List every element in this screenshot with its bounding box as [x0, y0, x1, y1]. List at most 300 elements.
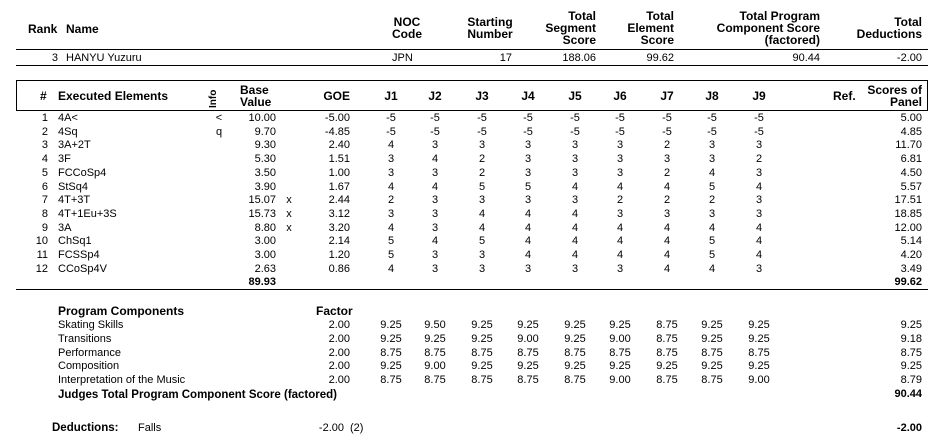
element-judge-score-j9: 3	[755, 166, 763, 179]
component-judge-score-j4: 9.25	[517, 319, 539, 331]
component-row	[0, 319, 940, 332]
table-row	[0, 263, 940, 276]
element-judge-score-j7: -5	[662, 112, 672, 124]
element-judge-score-j7: 4	[663, 180, 671, 193]
element-judge-score-j9: -5	[754, 125, 764, 138]
element-judge-score-j3: 4	[478, 207, 486, 220]
element-base-value: 3.50	[254, 166, 276, 179]
component-judge-score-j4: 9.25	[517, 360, 539, 373]
element-judge-score-j6: -5	[615, 125, 625, 138]
program-components-title: Program Components	[58, 304, 185, 318]
element-code: 4A<	[58, 112, 78, 124]
element-judge-score-j8: 2	[708, 194, 716, 207]
element-judge-score-j2: -5	[430, 125, 440, 138]
element-number: 5	[41, 166, 48, 179]
element-bonus-marker: x	[286, 194, 292, 207]
element-judge-score-j7: -5	[662, 125, 672, 138]
element-judge-score-j5: 4	[571, 221, 579, 234]
component-judge-score-j3: 8.75	[471, 374, 493, 387]
element-bonus-marker: x	[286, 221, 292, 234]
component-judge-score-j1: 9.25	[380, 360, 402, 373]
element-judge-score-j1: 4	[387, 221, 395, 234]
element-judge-score-j6: -5	[615, 112, 625, 124]
element-base-value: 2.63	[254, 262, 276, 275]
element-number: 3	[41, 139, 48, 152]
element-judge-score-j3: 4	[478, 221, 486, 234]
element-base-value: 8.80	[254, 221, 276, 234]
element-judge-score-j5: 3	[571, 153, 579, 166]
total-deductions-value: -2.00	[896, 52, 922, 64]
element-judge-score-j4: -5	[523, 125, 533, 138]
element-judge-score-j6: 2	[616, 194, 624, 207]
component-judge-score-j7: 8.75	[656, 319, 678, 331]
element-judge-score-j1: 4	[387, 262, 395, 275]
component-judge-score-j2: 9.00	[424, 360, 446, 373]
element-judge-score-j2: 4	[431, 153, 439, 166]
element-judge-score-j3: 2	[478, 153, 486, 166]
table-row	[0, 249, 940, 262]
table-row	[0, 235, 940, 248]
ref-header: Ref.	[833, 89, 856, 103]
element-code: FCCoSp4	[58, 166, 107, 179]
component-factor: 2.00	[328, 332, 350, 345]
element-judge-score-j4: 4	[524, 207, 532, 220]
element-base-value: 3.00	[254, 235, 276, 248]
element-judge-score-j7: 4	[663, 262, 671, 275]
total-elements-score: 99.62	[894, 276, 922, 288]
element-code: 3A	[58, 221, 72, 234]
judge-header-4: J4	[521, 89, 535, 103]
element-goe: 3.20	[328, 221, 350, 234]
component-judge-score-j6: 9.00	[609, 374, 631, 387]
element-panel-score: 5.57	[900, 180, 922, 193]
element-goe: 2.14	[328, 235, 350, 248]
element-judge-score-j3: 5	[478, 180, 486, 193]
judge-header-7: J7	[660, 89, 674, 103]
element-judge-score-j7: 4	[663, 221, 671, 234]
element-judge-score-j9: -5	[754, 112, 764, 124]
element-judge-score-j4: 5	[524, 180, 532, 193]
deduction-type: Falls	[138, 422, 162, 434]
element-number: 11	[36, 249, 48, 261]
element-judge-score-j4: 3	[524, 153, 532, 166]
element-judge-score-j8: 4	[708, 221, 716, 234]
component-judge-score-j9: 9.25	[748, 360, 770, 373]
element-judge-score-j3: 5	[478, 235, 486, 248]
component-name: Performance	[58, 346, 121, 359]
element-judge-score-j8: 4	[708, 166, 716, 179]
judge-header-3: J3	[475, 89, 489, 103]
element-judge-score-j9: 4	[755, 180, 763, 193]
deduction-count: (2)	[350, 422, 364, 434]
element-code: 3A+2T	[58, 139, 91, 152]
element-panel-score: 5.14	[900, 235, 922, 248]
element-number: 6	[41, 180, 48, 193]
element-judge-score-j6: 3	[616, 207, 624, 220]
element-judge-score-j1: 3	[387, 207, 395, 220]
judge-header-2: J2	[428, 89, 442, 103]
skater-name: HANYU Yuzuru	[66, 52, 142, 64]
element-base-value: 5.30	[254, 153, 276, 166]
element-number: 10	[35, 235, 48, 248]
element-judge-score-j4: 4	[524, 235, 532, 248]
component-judge-score-j1: 9.25	[380, 319, 402, 331]
component-judge-score-j7: 8.75	[656, 374, 678, 387]
table-row	[0, 194, 940, 207]
table-row	[0, 153, 940, 166]
total-segment-score-header: Total Segment Score	[545, 9, 596, 47]
element-base-value: 9.70	[254, 125, 276, 138]
table-row	[0, 222, 940, 235]
element-base-value: 3.90	[254, 180, 276, 193]
name-header: Name	[66, 22, 99, 36]
element-judge-score-j1: -5	[386, 112, 396, 124]
component-judge-score-j3: 9.25	[471, 332, 493, 345]
number-header: #	[40, 89, 47, 103]
elements-top-line	[16, 80, 928, 81]
element-bonus-marker: x	[286, 207, 292, 220]
component-judge-score-j5: 9.25	[564, 319, 586, 331]
starting-number-value: 17	[499, 52, 512, 64]
rank-header: Rank	[28, 22, 58, 36]
element-judge-score-j4: 4	[524, 221, 532, 234]
element-judge-score-j4: 3	[524, 139, 532, 152]
component-row	[0, 360, 940, 373]
elements-right-border	[927, 80, 928, 110]
element-judge-score-j3: -5	[477, 112, 487, 124]
element-judge-score-j3: 3	[478, 139, 486, 152]
component-factor: 2.00	[328, 374, 350, 387]
element-judge-score-j6: 4	[616, 221, 624, 234]
judge-header-5: J5	[568, 89, 582, 103]
component-judge-score-j3: 8.75	[471, 346, 493, 359]
element-number: 8	[41, 207, 48, 220]
element-judge-score-j2: 3	[431, 194, 439, 207]
element-judge-score-j1: 4	[387, 180, 395, 193]
element-base-value: 15.73	[248, 207, 276, 220]
element-judge-score-j4: 3	[524, 262, 532, 275]
component-judge-score-j8: 9.25	[701, 360, 723, 373]
element-judge-score-j2: 3	[431, 166, 439, 179]
component-panel-score: 9.18	[900, 332, 922, 345]
elements-header-divider	[16, 110, 928, 111]
summary-bottom-line	[16, 65, 928, 66]
element-judge-score-j2: 3	[431, 221, 439, 234]
total-segment-score-value: 188.06	[562, 52, 596, 64]
component-judge-score-j1: 8.75	[380, 346, 402, 359]
element-judge-score-j5: 4	[571, 235, 579, 248]
component-judge-score-j7: 8.75	[656, 332, 678, 345]
table-row	[0, 167, 940, 180]
element-judge-score-j3: 2	[478, 166, 486, 179]
total-base-value: 89.93	[248, 276, 276, 288]
element-judge-score-j7: 3	[663, 153, 671, 166]
element-judge-score-j6: 4	[616, 180, 624, 193]
component-judge-score-j4: 9.00	[517, 332, 539, 345]
judges-total-pcs-value: 90.44	[894, 388, 922, 400]
table-row	[0, 139, 940, 152]
component-panel-score: 9.25	[900, 319, 922, 331]
component-judge-score-j8: 8.75	[701, 374, 723, 387]
component-judge-score-j5: 9.25	[564, 332, 586, 345]
component-judge-score-j4: 8.75	[517, 346, 539, 359]
element-judge-score-j8: 3	[708, 139, 716, 152]
noc-header: NOC Code	[392, 15, 422, 41]
element-judge-score-j9: 4	[755, 249, 763, 261]
element-judge-score-j8: 4	[708, 262, 716, 275]
element-judge-score-j9: 3	[755, 139, 763, 152]
base-value-header: Base Value	[240, 83, 272, 109]
element-judge-score-j7: 2	[663, 166, 671, 179]
component-judge-score-j7: 9.25	[656, 360, 678, 373]
element-judge-score-j8: -5	[707, 112, 717, 124]
element-judge-score-j6: 3	[616, 166, 624, 179]
element-judge-score-j3: 3	[478, 194, 486, 207]
element-judge-score-j2: 3	[431, 207, 439, 220]
element-code: StSq4	[58, 180, 88, 193]
table-row	[0, 112, 940, 125]
element-judge-score-j4: -5	[523, 112, 533, 124]
component-judge-score-j6: 9.25	[609, 360, 631, 373]
component-judge-score-j2: 9.50	[424, 319, 446, 331]
rank-value: 3	[51, 52, 58, 64]
judges-total-pcs-label: Judges Total Program Component Score (factored)	[58, 389, 338, 401]
total-pcs-value: 90.44	[792, 52, 820, 64]
deductions-label: Deductions:	[52, 422, 119, 434]
noc-value: JPN	[392, 52, 413, 64]
scores-of-panel-header: Scores of Panel	[867, 83, 922, 109]
component-judge-score-j1: 8.75	[380, 374, 402, 387]
element-judge-score-j8: 5	[708, 249, 716, 261]
element-judge-score-j1: 5	[387, 235, 395, 248]
element-judge-score-j3: -5	[477, 125, 487, 138]
component-judge-score-j9: 9.25	[748, 319, 770, 331]
element-panel-score: 5.00	[900, 112, 922, 124]
element-judge-score-j8: 3	[708, 207, 716, 220]
element-judge-score-j8: 5	[708, 235, 716, 248]
component-judge-score-j5: 9.25	[564, 360, 586, 373]
element-judge-score-j9: 3	[755, 262, 763, 275]
element-judge-score-j5: 3	[571, 194, 579, 207]
element-judge-score-j5: 4	[571, 207, 579, 220]
element-base-value: 10.00	[248, 112, 276, 124]
element-judge-score-j9: 3	[755, 207, 763, 220]
table-row	[0, 181, 940, 194]
element-judge-score-j9: 2	[755, 153, 763, 166]
component-judge-score-j3: 9.25	[471, 360, 493, 373]
element-number: 4	[41, 153, 48, 166]
element-judge-score-j7: 3	[663, 207, 671, 220]
info-header: Info	[208, 89, 219, 108]
element-judge-score-j5: 3	[571, 139, 579, 152]
element-judge-score-j1: 3	[387, 166, 395, 179]
element-panel-score: 4.85	[900, 125, 922, 138]
element-panel-score: 6.81	[900, 153, 922, 166]
element-judge-score-j3: 3	[478, 262, 486, 275]
element-judge-score-j1: 4	[387, 139, 395, 152]
component-row	[0, 374, 940, 387]
component-row	[0, 347, 940, 360]
element-judge-score-j8: 5	[708, 180, 716, 193]
element-judge-score-j3: 3	[478, 249, 486, 261]
deduction-value: -2.00	[318, 422, 344, 434]
element-panel-score: 12.00	[894, 221, 922, 234]
element-judge-score-j5: 3	[571, 166, 579, 179]
component-judge-score-j8: 9.25	[701, 332, 723, 345]
component-judge-score-j8: 9.25	[701, 319, 723, 331]
judge-header-8: J8	[705, 89, 719, 103]
summary-divider	[16, 49, 928, 50]
starting-number-header: Starting Number	[467, 15, 513, 41]
component-row	[0, 333, 940, 346]
element-panel-score: 17.51	[894, 194, 922, 207]
element-base-value: 15.07	[248, 194, 276, 207]
element-info: q	[215, 125, 223, 138]
total-deductions-header: Total Deductions	[856, 15, 922, 41]
element-judge-score-j5: -5	[570, 125, 580, 138]
component-name: Transitions	[58, 332, 112, 345]
total-element-score-header: Total Element Score	[627, 9, 674, 47]
element-code: FCSSp4	[58, 249, 100, 261]
element-base-value: 3.00	[254, 249, 276, 261]
element-judge-score-j2: 3	[431, 262, 439, 275]
element-judge-score-j5: 4	[571, 249, 579, 261]
element-goe: 2.44	[328, 194, 350, 207]
component-name: Composition	[58, 360, 120, 373]
element-judge-score-j9: 4	[755, 221, 763, 234]
element-goe: -5.00	[324, 112, 350, 124]
element-panel-score: 11.70	[895, 139, 922, 152]
element-goe: 1.20	[328, 249, 350, 261]
element-judge-score-j5: 3	[571, 262, 579, 275]
total-program-component-score-header: Total Program Component Score (factored)	[716, 9, 820, 47]
element-panel-score: 4.20	[900, 249, 922, 261]
element-judge-score-j7: 2	[663, 139, 671, 152]
component-judge-score-j6: 9.25	[609, 319, 631, 331]
component-judge-score-j6: 8.75	[609, 346, 631, 359]
element-panel-score: 4.50	[900, 166, 922, 179]
component-factor: 2.00	[328, 346, 350, 359]
component-judge-score-j3: 9.25	[471, 319, 493, 331]
element-code: CCoSp4V	[58, 262, 107, 275]
element-judge-score-j2: -5	[430, 112, 440, 124]
element-code: 4T+3T	[58, 194, 91, 207]
judge-header-1: J1	[384, 89, 398, 103]
element-number: 2	[41, 125, 48, 138]
table-row	[0, 126, 940, 139]
judge-header-9: J9	[752, 89, 766, 103]
component-name: Interpretation of the Music	[58, 374, 186, 387]
factor-header: Factor	[316, 304, 353, 318]
element-judge-score-j6: 4	[616, 249, 624, 261]
element-panel-score: 3.49	[900, 262, 922, 275]
component-judge-score-j2: 8.75	[424, 374, 446, 387]
component-judge-score-j9: 8.75	[748, 346, 770, 359]
element-info: <	[215, 112, 223, 124]
component-judge-score-j2: 8.75	[424, 346, 446, 359]
element-judge-score-j1: 5	[387, 249, 395, 261]
component-judge-score-j8: 8.75	[701, 346, 723, 359]
element-judge-score-j2: 4	[431, 235, 439, 248]
element-number: 12	[35, 262, 48, 275]
element-code: 3F	[58, 153, 71, 166]
element-judge-score-j6: 3	[616, 153, 624, 166]
element-judge-score-j9: 3	[755, 194, 763, 207]
element-judge-score-j6: 4	[616, 235, 624, 248]
component-judge-score-j4: 8.75	[517, 374, 539, 387]
element-panel-score: 18.85	[894, 207, 922, 220]
component-judge-score-j9: 9.25	[748, 332, 770, 345]
element-judge-score-j5: -5	[570, 112, 580, 124]
element-judge-score-j2: 3	[431, 139, 439, 152]
element-base-value: 9.30	[254, 139, 276, 152]
component-judge-score-j5: 8.75	[564, 346, 586, 359]
element-judge-score-j6: 3	[616, 139, 624, 152]
element-judge-score-j8: 3	[708, 153, 716, 166]
elements-bottom-line	[16, 289, 928, 290]
component-panel-score: 9.25	[900, 360, 922, 373]
component-judge-score-j6: 9.00	[609, 332, 631, 345]
component-panel-score: 8.79	[900, 374, 922, 387]
component-judge-score-j9: 9.00	[748, 374, 770, 387]
element-judge-score-j1: 3	[387, 153, 395, 166]
executed-elements-header: Executed Elements	[58, 89, 169, 103]
component-factor: 2.00	[328, 360, 350, 373]
element-judge-score-j9: 4	[755, 235, 763, 248]
component-judge-score-j2: 9.25	[424, 332, 446, 345]
element-goe: 1.00	[328, 166, 350, 179]
element-goe: 1.51	[328, 153, 350, 166]
total-deductions-bottom: -2.00	[896, 422, 922, 434]
element-judge-score-j2: 4	[431, 180, 439, 193]
total-element-score-value: 99.62	[646, 52, 674, 64]
element-judge-score-j2: 3	[431, 249, 439, 261]
element-goe: 1.67	[328, 180, 350, 193]
component-name: Skating Skills	[58, 319, 124, 331]
element-number: 1	[41, 112, 48, 124]
element-judge-score-j7: 4	[663, 249, 671, 261]
element-judge-score-j7: 4	[663, 235, 671, 248]
goe-header: GOE	[323, 89, 350, 103]
element-judge-score-j4: 4	[524, 249, 532, 261]
element-code: 4Sq	[58, 125, 78, 138]
component-factor: 2.00	[328, 319, 350, 331]
component-judge-score-j7: 8.75	[656, 346, 678, 359]
element-judge-score-j7: 2	[663, 194, 671, 207]
table-row	[0, 208, 940, 221]
element-judge-score-j4: 3	[524, 194, 532, 207]
element-code: 4T+1Eu+3S	[58, 207, 117, 220]
elements-left-border	[16, 80, 17, 110]
element-goe: 3.12	[328, 207, 350, 220]
component-judge-score-j5: 8.75	[564, 374, 586, 387]
element-number: 7	[41, 194, 48, 207]
component-judge-score-j1: 9.25	[380, 332, 402, 345]
element-code: ChSq1	[58, 235, 92, 248]
element-judge-score-j4: 3	[524, 166, 532, 179]
element-goe: -4.85	[324, 125, 350, 138]
element-judge-score-j5: 4	[571, 180, 579, 193]
component-panel-score: 8.75	[900, 346, 922, 359]
element-judge-score-j1: -5	[386, 125, 396, 138]
element-judge-score-j6: 3	[616, 262, 624, 275]
element-judge-score-j1: 2	[387, 194, 395, 207]
judge-header-6: J6	[613, 89, 627, 103]
element-number: 9	[41, 221, 48, 234]
element-judge-score-j8: -5	[707, 125, 717, 138]
element-goe: 0.86	[328, 262, 350, 275]
element-goe: 2.40	[328, 139, 350, 152]
